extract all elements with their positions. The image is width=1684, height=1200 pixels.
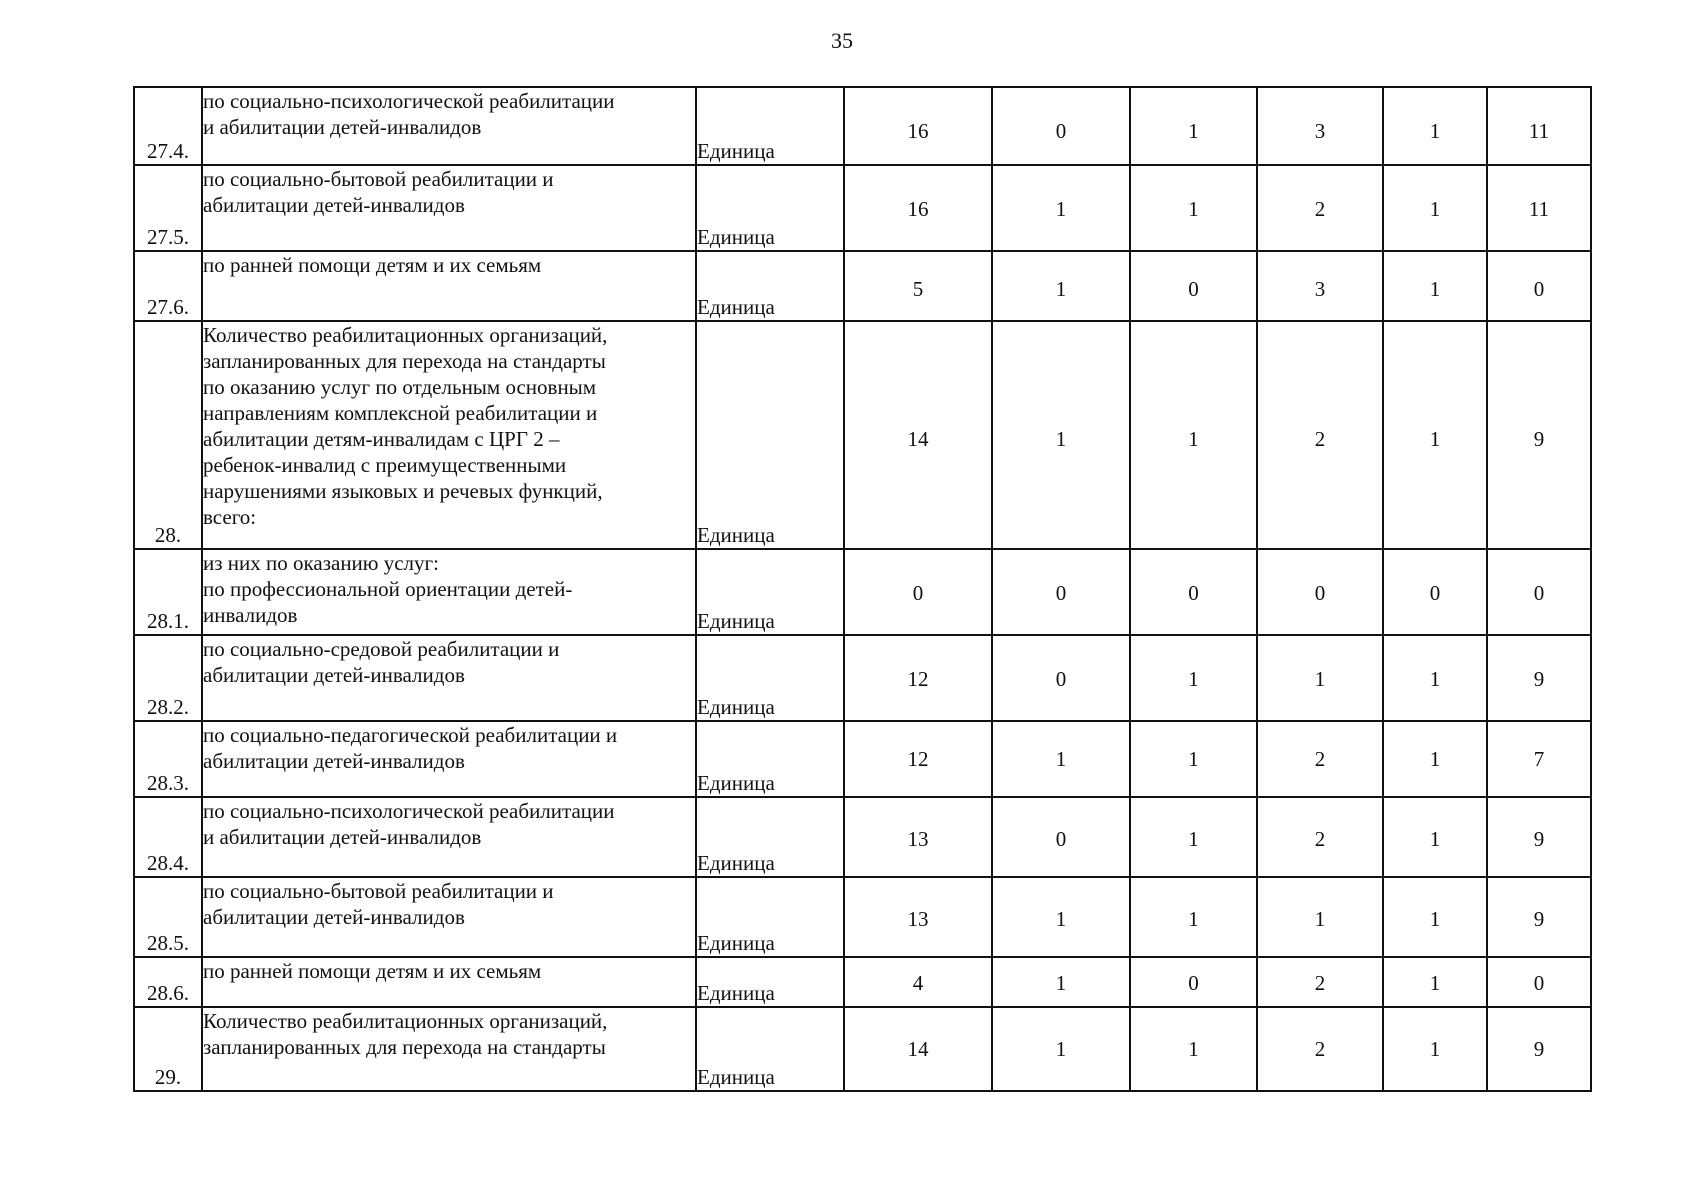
table-row (134, 635, 1591, 721)
value-cell: 5 (844, 251, 992, 321)
row-unit: Единица (696, 797, 844, 877)
row-description-text: по ранней помощи детям и их семьям (203, 959, 542, 983)
value-cell: 1 (1130, 721, 1257, 797)
row-description (202, 797, 696, 877)
table-row (134, 165, 1591, 251)
value-cell: 1 (1383, 321, 1487, 549)
row-number: 28.4. (134, 797, 202, 877)
value-cell: 1 (1130, 635, 1257, 721)
row-number: 27.4. (134, 87, 202, 165)
value-cell: 1 (1130, 1007, 1257, 1091)
value-cell: 0 (1130, 957, 1257, 1007)
row-number: 28. (134, 321, 202, 549)
value-cell: 1 (1130, 321, 1257, 549)
value-cell: 1 (1257, 877, 1383, 957)
row-description-text: по социально-психологической реабилитации и абилитации детей-инвалидов (203, 89, 615, 139)
row-unit: Единица (696, 87, 844, 165)
value-cell: 9 (1487, 321, 1591, 549)
value-cell: 3 (1257, 87, 1383, 165)
value-cell: 0 (844, 549, 992, 635)
value-cell: 4 (844, 957, 992, 1007)
row-description (202, 87, 696, 165)
row-description (202, 877, 696, 957)
value-cell: 2 (1257, 321, 1383, 549)
value-cell: 0 (992, 549, 1130, 635)
row-number: 28.6. (134, 957, 202, 1007)
value-cell: 12 (844, 721, 992, 797)
value-cell: 1 (1383, 797, 1487, 877)
row-description-text: по ранней помощи детям и их семьям (203, 253, 542, 277)
value-cell: 1 (992, 321, 1130, 549)
table-row (134, 957, 1591, 1007)
row-description (202, 957, 696, 1007)
row-number: 27.5. (134, 165, 202, 251)
value-cell: 16 (844, 165, 992, 251)
table-row (134, 721, 1591, 797)
table-row (134, 549, 1591, 635)
value-cell: 1 (992, 165, 1130, 251)
value-cell: 1 (1383, 877, 1487, 957)
row-unit: Единица (696, 549, 844, 635)
value-cell: 9 (1487, 797, 1591, 877)
row-number: 28.3. (134, 721, 202, 797)
value-cell: 0 (992, 797, 1130, 877)
value-cell: 11 (1487, 165, 1591, 251)
value-cell: 1 (1130, 87, 1257, 165)
value-cell: 1 (1383, 635, 1487, 721)
value-cell: 0 (1383, 549, 1487, 635)
table-row (134, 797, 1591, 877)
value-cell: 2 (1257, 1007, 1383, 1091)
value-cell: 0 (992, 635, 1130, 721)
row-description-text: Количество реабилитационных организаций, запланированных для перехода на стандарты (203, 1009, 608, 1059)
value-cell: 13 (844, 797, 992, 877)
value-cell: 1 (1383, 251, 1487, 321)
row-description-text: из них по оказанию услуг: по профессиональной ориентации детей- инвалидов (203, 551, 573, 627)
value-cell: 1 (1383, 1007, 1487, 1091)
row-description-text: Количество реабилитационных организаций, запланированных для перехода на стандарты по оказанию услуг по отдельным основным направлениям комплексной реабилитации и абилитации детям-инвалидам с ЦРГ 2 – ребенок-инвалид с преимущественными нарушениями языковых и речевых функций, всего: (203, 323, 608, 529)
value-cell: 2 (1257, 957, 1383, 1007)
value-cell: 1 (992, 1007, 1130, 1091)
row-unit: Единица (696, 877, 844, 957)
value-cell: 2 (1257, 721, 1383, 797)
value-cell: 9 (1487, 1007, 1591, 1091)
row-description-text: по социально-психологической реабилитации и абилитации детей-инвалидов (203, 799, 615, 849)
row-description (202, 721, 696, 797)
value-cell: 1 (992, 877, 1130, 957)
value-cell: 0 (1487, 251, 1591, 321)
value-cell: 1 (1257, 635, 1383, 721)
row-description (202, 1007, 696, 1091)
value-cell: 2 (1257, 165, 1383, 251)
row-description-text: по социально-педагогической реабилитации и абилитации детей-инвалидов (203, 723, 618, 773)
row-number: 28.2. (134, 635, 202, 721)
value-cell: 11 (1487, 87, 1591, 165)
value-cell: 3 (1257, 251, 1383, 321)
row-number: 28.5. (134, 877, 202, 957)
row-unit: Единица (696, 1007, 844, 1091)
table-row (134, 877, 1591, 957)
value-cell: 1 (992, 721, 1130, 797)
value-cell: 0 (1130, 549, 1257, 635)
value-cell: 2 (1257, 797, 1383, 877)
value-cell: 12 (844, 635, 992, 721)
value-cell: 0 (992, 87, 1130, 165)
value-cell: 1 (1130, 877, 1257, 957)
page-number: 35 (831, 28, 853, 53)
value-cell: 1 (1383, 957, 1487, 1007)
table-body (134, 87, 1591, 1091)
row-unit: Единица (696, 321, 844, 549)
row-description (202, 635, 696, 721)
value-cell: 1 (1383, 721, 1487, 797)
row-description-text: по социально-средовой реабилитации и абилитации детей-инвалидов (203, 637, 560, 687)
row-unit: Единица (696, 635, 844, 721)
row-unit: Единица (696, 251, 844, 321)
table-row (134, 251, 1591, 321)
row-description (202, 321, 696, 549)
value-cell: 9 (1487, 635, 1591, 721)
row-description-text: по социально-бытовой реабилитации и абилитации детей-инвалидов (203, 879, 554, 929)
value-cell: 16 (844, 87, 992, 165)
value-cell: 14 (844, 1007, 992, 1091)
value-cell: 1 (992, 251, 1130, 321)
row-description (202, 165, 696, 251)
value-cell: 1 (1383, 165, 1487, 251)
value-cell: 1 (1130, 797, 1257, 877)
table-row (134, 87, 1591, 165)
value-cell: 0 (1130, 251, 1257, 321)
row-number: 28.1. (134, 549, 202, 635)
value-cell: 7 (1487, 721, 1591, 797)
table-row (134, 1007, 1591, 1091)
row-description-text: по социально-бытовой реабилитации и абилитации детей-инвалидов (203, 167, 554, 217)
row-number: 29. (134, 1007, 202, 1091)
value-cell: 9 (1487, 877, 1591, 957)
value-cell: 0 (1487, 957, 1591, 1007)
row-description (202, 251, 696, 321)
value-cell: 0 (1487, 549, 1591, 635)
row-unit: Единица (696, 165, 844, 251)
value-cell: 0 (1257, 549, 1383, 635)
table-row (134, 321, 1591, 549)
value-cell: 1 (992, 957, 1130, 1007)
row-unit: Единица (696, 957, 844, 1007)
value-cell: 14 (844, 321, 992, 549)
row-description (202, 549, 696, 635)
data-table (133, 86, 1592, 1092)
value-cell: 1 (1130, 165, 1257, 251)
value-cell: 1 (1383, 87, 1487, 165)
row-unit: Единица (696, 721, 844, 797)
row-number: 27.6. (134, 251, 202, 321)
value-cell: 13 (844, 877, 992, 957)
